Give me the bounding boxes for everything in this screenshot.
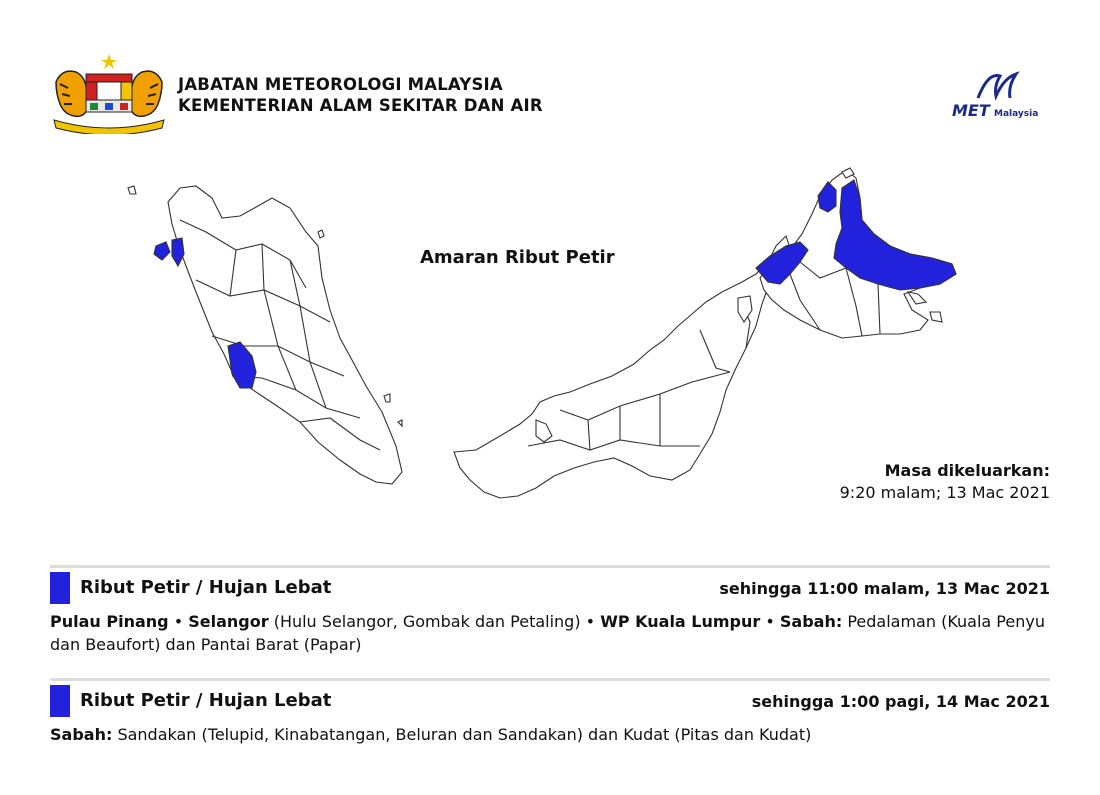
warning-color-bar (50, 685, 70, 717)
warning-validity: sehingga 1:00 pagi, 14 Mac 2021 (751, 692, 1050, 711)
area-pulau-pinang: Pulau Pinang (50, 612, 169, 631)
warning-header (50, 681, 1050, 717)
agency-line-2: KEMENTERIAN ALAM SEKITAR DAN AIR (178, 96, 543, 115)
area-sabah-detail: Pedalaman (Kuala Penyu dan Beaufort) dan Pantai Barat (Papar) (50, 612, 1045, 654)
met-malaysia-logo (938, 66, 1054, 122)
area-sabah: Sabah: (50, 725, 113, 744)
warning-title: Ribut Petir / Hujan Lebat (80, 690, 332, 711)
warning-block-1 (50, 565, 1050, 656)
warning-validity: sehingga 11:00 malam, 13 Mac 2021 (719, 579, 1050, 598)
warning-header (50, 568, 1050, 604)
separator: • (168, 612, 189, 631)
met-logo-sub: Malaysia (994, 109, 1039, 119)
agency-name (178, 74, 543, 116)
agency-line-1: JABATAN METEOROLOGI MALAYSIA (178, 75, 503, 94)
area-sabah-detail: Sandakan (Telupid, Kinabatangan, Beluran dan Sandakan) dan Kudat (Pitas dan Kudat) (112, 725, 812, 744)
area-wp-kuala-lumpur: WP Kuala Lumpur (600, 612, 761, 631)
issued-label: Masa dikeluarkan: (884, 461, 1050, 480)
issued-time-block (840, 460, 1050, 504)
warning-block-2 (50, 678, 1050, 746)
separator: • (760, 612, 780, 631)
warning-title: Ribut Petir / Hujan Lebat (80, 577, 332, 598)
area-selangor-detail: (Hulu Selangor, Gombak dan Petaling) • (268, 612, 601, 631)
met-logo-main: MET (952, 101, 990, 120)
warning-areas (50, 723, 1050, 746)
area-sabah: Sabah: (779, 612, 843, 631)
map-area (0, 150, 1100, 530)
warning-areas (50, 610, 1050, 656)
coat-of-arms-icon (48, 52, 170, 134)
area-selangor: Selangor (188, 612, 269, 631)
warning-color-bar (50, 572, 70, 604)
sarawak (454, 236, 790, 498)
map-title: Amaran Ribut Petir (420, 247, 615, 268)
issued-time: 9:20 malam; 13 Mac 2021 (839, 483, 1050, 502)
header (48, 52, 1058, 132)
